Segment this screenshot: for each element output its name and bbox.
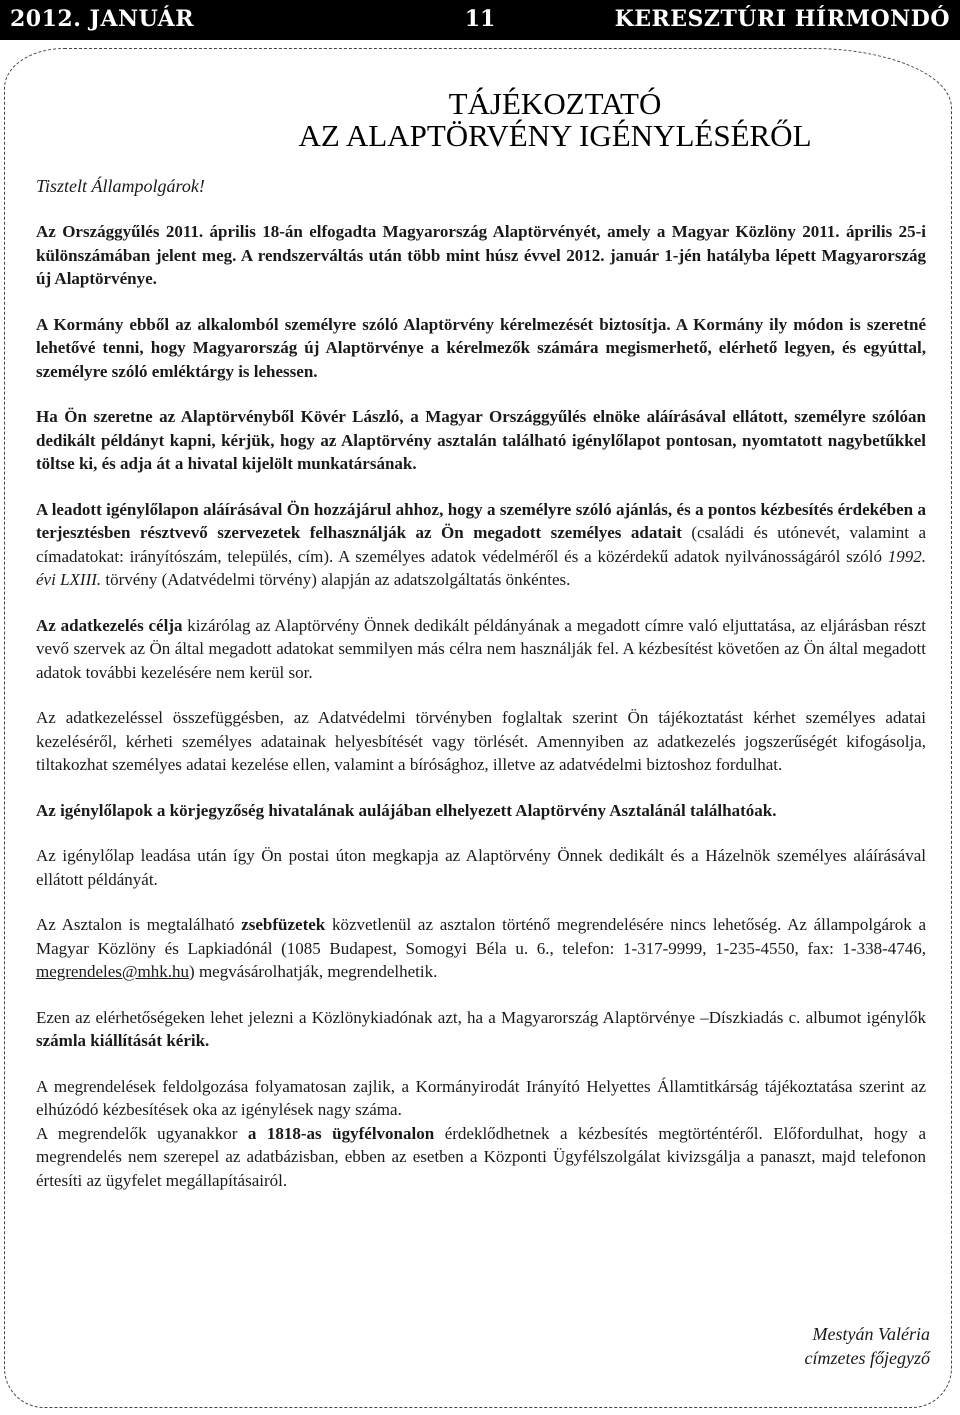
paragraph-1: Az Országgyűlés 2011. április 18-án elfogadta Magyarország Alaptörvényét, amely a Magyar Közlöny 2011. április 25-i különszámában jelent meg. A rendszerváltás után több mint húsz évvel 2012. január 1-jén hatályba lépett Magyarország új Alaptörvénye. (36, 222, 926, 288)
p4-rest1: (családi és utónevét, valamint a címadatokat: irányítószám, település, cím). A személyes adatok védelméről és a közérdekű adatok nyilvánosságáról szóló (36, 523, 926, 566)
article-body (36, 220, 926, 1214)
p12-bold: a 1818-as ügyfélvonalon (247, 1123, 435, 1143)
paragraph-12 (36, 1122, 926, 1193)
paragraph-8: Az igénylőlap leadása után így Ön postai úton megkapja az Alaptörvény Önnek dedikált és a Házelnök személyes aláírásával ellátott példányát. (36, 846, 926, 889)
p10-part1: Ezen az elérhetőségeken lehet jelezni a Közlönykiadónak azt, ha a Magyarország Alaptörvénye –Díszkiadás c. albumot igénylők (36, 1007, 926, 1027)
title-line-2: AZ ALAPTÖRVÉNY IGÉNYLÉSÉRŐL (298, 118, 812, 153)
paragraph-4 (36, 498, 926, 592)
paragraph-9 (36, 913, 926, 984)
p9-bold: zsebfüzetek (241, 915, 326, 934)
paragraph-7: Az igénylőlapok a körjegyzőség hivatalának aulájában elhelyezett Alaptörvény Asztalánál találhatóak. (36, 800, 777, 820)
p4-bold: A leadott igénylőlapon aláírásával Ön hozzájárul ahhoz, hogy a személyre szóló ajánlás, és a pontos kézbesítés érdekében a terjesztésben résztvevő szervezetek felhasználják az Ön megadott személyes adatait (36, 499, 926, 542)
p12-part2: érdeklődhetnek a kézbesítés megtörténtéről. Előfordulhat, hogy a megrendelés nem szerepel az adatbázisban, ebben az esetben a Központi Ügyfélszolgálat kivizsgálja a panaszt, majd telefonon értesíti az ügyfelet megállapításairól. (36, 1123, 926, 1190)
p9-part3: ) megvásárolhatják, megrendelhetik. (189, 962, 438, 981)
p4-rest2: törvény (Adatvédelmi törvény) alapján az adatszolgáltatás önkéntes. (101, 570, 571, 589)
header-publication: KERESZTÚRI HÍRMONDÓ (614, 6, 950, 32)
p5-rest: kizárólag az Alaptörvény Önnek dedikált példányának a megadott címre való eljuttatása, az eljárásban részt vevő szervek az Ön által megadott adatokat semmilyen más célra nem használják fel. A kézbesítést követően az Ön által megadott adatok további kezelésére nem kerül sor. (36, 615, 926, 682)
paragraph-10 (36, 1006, 926, 1053)
p4-law-ref: 1992. évi LXIII. (36, 546, 926, 589)
paragraph-5 (36, 614, 926, 685)
greeting: Tisztelt Állampolgárok! (36, 176, 205, 196)
page-header (0, 0, 960, 40)
p12-part1: A megrendelők ugyanakkor (36, 1123, 248, 1143)
p10-bold: számla kiállítását kérik. (36, 1031, 210, 1050)
paragraph-6: Az adatkezeléssel összefüggésben, az Adatvédelmi törvényben foglaltak szerint Ön tájékoztatást kérhet személyes adatai kezeléséről, kérheti személyes adatainak helyesbítését vagy törlését. Amennyiben az adatkezelés jogszerűségét kifogásolja, tiltakozhat személyes adatai kezelése ellen, valamint a bírósághoz, illetve az adatvédelmi biztoshoz fordulhat. (36, 708, 926, 774)
signature-name: Mestyán Valéria (812, 1324, 930, 1344)
signature (805, 1322, 930, 1370)
p9-part1: Az Asztalon is megtalálható (36, 915, 242, 934)
p5-bold: Az adatkezelés célja (36, 615, 183, 635)
paragraph-3: Ha Ön szeretne az Alaptörvényből Kövér László, a Magyar Országgyűlés elnöke aláírásával ellátott, személyre szólóan dedikált példányt kapni, kérjük, hogy az Alaptörvény asztalán található igénylőlapot pontosan, nyomtatott nagybetűkkel töltse ki, és adja át a hivatal kijelölt munkatársának. (36, 407, 926, 473)
email-link[interactable]: megrendeles@mhk.hu (36, 962, 190, 981)
header-date: 2012. JANUÁR (10, 6, 194, 32)
title-line-1: TÁJÉKOZTATÓ (448, 86, 662, 121)
header-page-number: 11 (464, 6, 496, 32)
article-title (0, 88, 960, 152)
paragraph-11: A megrendelések feldolgozása folyamatosan zajlik, a Kormányirodát Irányító Helyettes Államtitkárság tájékoztatása szerint az elhúzódó kézbesítések oka az igénylések nagy száma. (36, 1076, 926, 1119)
signature-role: címzetes főjegyző (804, 1348, 930, 1368)
paragraph-2: A Kormány ebből az alkalomból személyre szóló Alaptörvény kérelmezését biztosítja. A Kormány ily módon is szeretné lehetővé tenni, hogy Magyarország új Alaptörvénye a kérelmezők számára megismerhető, elérhető legyen, és egyúttal, személyre szóló emléktárgy is lehessen. (36, 314, 926, 381)
p9-part2: közvetlenül az asztalon történő megrendelésére nincs lehetőség. Az állampolgárok a Magyar Közlöny és Lapkiadónál (1085 Budapest, Somogyi Béla u. 6., telefon: 1-317-9999, 1-235-4550, fax: 1-338-4746, (36, 915, 927, 958)
